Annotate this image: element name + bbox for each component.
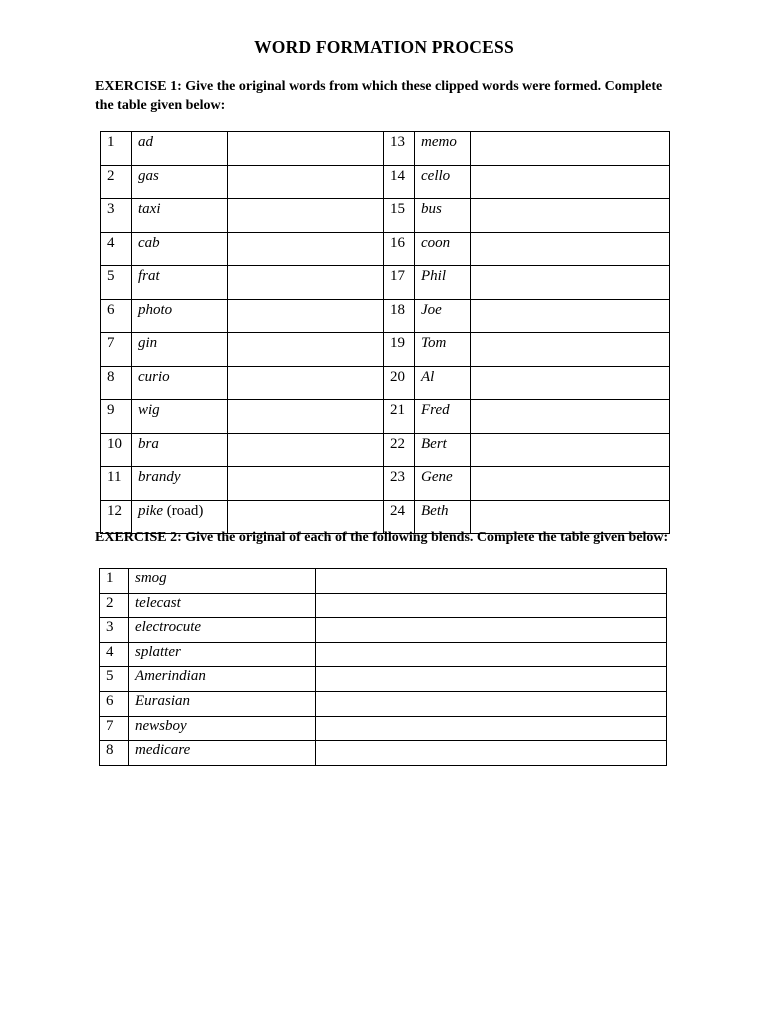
word-note: (road) bbox=[166, 502, 204, 519]
clipped-word: memo bbox=[421, 134, 457, 150]
answer-cell[interactable] bbox=[471, 400, 670, 434]
table-row bbox=[101, 400, 670, 434]
item-number: 18 bbox=[384, 299, 415, 333]
blend-word-cell bbox=[129, 593, 316, 618]
blend-word: medicare bbox=[135, 742, 191, 759]
clipped-word: pike bbox=[138, 502, 163, 519]
blend-word: newsboy bbox=[135, 717, 187, 734]
table-row bbox=[100, 741, 667, 766]
clipped-word: taxi bbox=[138, 201, 161, 217]
answer-cell[interactable] bbox=[228, 467, 384, 501]
exercise-2-instruction: EXERCISE 2: Give the original of each of the following blends. Complete the table given below: bbox=[95, 530, 669, 545]
clipped-word: ad bbox=[138, 134, 153, 150]
clipped-word: curio bbox=[138, 368, 170, 385]
clipped-word: Phil bbox=[421, 268, 446, 284]
table-row bbox=[101, 232, 670, 266]
page-title: WORD FORMATION PROCESS bbox=[254, 37, 514, 57]
blend-word-cell bbox=[129, 618, 316, 643]
answer-cell[interactable] bbox=[228, 366, 384, 400]
answer-cell[interactable] bbox=[471, 232, 670, 266]
answer-cell[interactable] bbox=[471, 366, 670, 400]
answer-cell[interactable] bbox=[316, 716, 667, 741]
clipped-word-cell bbox=[132, 266, 228, 300]
item-number: 6 bbox=[101, 299, 132, 333]
answer-cell[interactable] bbox=[471, 467, 670, 501]
answer-cell[interactable] bbox=[228, 400, 384, 434]
clipped-word: cello bbox=[421, 167, 451, 184]
answer-cell[interactable] bbox=[228, 132, 384, 166]
answer-cell[interactable] bbox=[471, 132, 670, 166]
blend-word: Eurasian bbox=[135, 692, 191, 709]
clipped-word-cell bbox=[415, 333, 471, 367]
answer-cell[interactable] bbox=[471, 266, 670, 300]
item-number: 20 bbox=[384, 366, 415, 400]
item-number: 9 bbox=[101, 400, 132, 434]
answer-cell[interactable] bbox=[471, 299, 670, 333]
clipped-word: Al bbox=[421, 368, 435, 385]
clipped-word-cell bbox=[132, 366, 228, 400]
blend-word: splatter bbox=[135, 643, 181, 660]
item-number: 4 bbox=[100, 642, 129, 667]
clipped-word: Fred bbox=[421, 402, 450, 418]
clipped-word: bus bbox=[421, 201, 442, 217]
table-row bbox=[101, 433, 670, 467]
clipped-word-cell bbox=[415, 266, 471, 300]
table-row bbox=[100, 593, 667, 618]
answer-cell[interactable] bbox=[316, 642, 667, 667]
answer-cell[interactable] bbox=[471, 199, 670, 233]
item-number: 10 bbox=[101, 433, 132, 467]
item-number: 14 bbox=[384, 165, 415, 199]
clipped-word: wig bbox=[138, 402, 160, 418]
clipped-word: cab bbox=[138, 234, 160, 251]
clipped-word-cell bbox=[415, 299, 471, 333]
answer-cell[interactable] bbox=[316, 593, 667, 618]
table-row bbox=[100, 618, 667, 643]
item-number: 3 bbox=[100, 618, 129, 643]
item-number: 2 bbox=[101, 165, 132, 199]
clipped-word-cell bbox=[132, 333, 228, 367]
table-row bbox=[101, 266, 670, 300]
item-number: 15 bbox=[384, 199, 415, 233]
item-number: 21 bbox=[384, 400, 415, 434]
answer-cell[interactable] bbox=[228, 199, 384, 233]
clipped-word: photo bbox=[138, 301, 173, 318]
clipped-word-cell bbox=[415, 165, 471, 199]
answer-cell[interactable] bbox=[316, 618, 667, 643]
item-number: 13 bbox=[384, 132, 415, 166]
clipped-word-cell bbox=[132, 467, 228, 501]
clipped-word-cell bbox=[415, 132, 471, 166]
table-row bbox=[101, 333, 670, 367]
item-number: 23 bbox=[384, 467, 415, 501]
table-row bbox=[101, 467, 670, 501]
clipped-word: Beth bbox=[421, 502, 449, 519]
answer-cell[interactable] bbox=[228, 299, 384, 333]
clipped-word: Tom bbox=[421, 335, 447, 351]
blend-word-cell bbox=[129, 569, 316, 594]
clipped-word: coon bbox=[421, 234, 451, 251]
blend-word-cell bbox=[129, 642, 316, 667]
answer-cell[interactable] bbox=[471, 333, 670, 367]
clipped-word-cell bbox=[415, 433, 471, 467]
table-row bbox=[101, 165, 670, 199]
clipped-word-cell bbox=[415, 366, 471, 400]
item-number: 6 bbox=[100, 691, 129, 716]
table-row bbox=[101, 366, 670, 400]
clipped-word: brandy bbox=[138, 469, 181, 485]
clipped-word-cell bbox=[132, 299, 228, 333]
clipped-word: gas bbox=[138, 167, 159, 184]
item-number: 5 bbox=[101, 266, 132, 300]
answer-cell[interactable] bbox=[228, 333, 384, 367]
item-number: 1 bbox=[101, 132, 132, 166]
table-row bbox=[100, 667, 667, 692]
item-number: 22 bbox=[384, 433, 415, 467]
item-number: 1 bbox=[100, 569, 129, 594]
item-number: 4 bbox=[101, 232, 132, 266]
item-number: 24 bbox=[384, 500, 415, 534]
clipped-word-cell bbox=[132, 165, 228, 199]
item-number: 19 bbox=[384, 333, 415, 367]
table-row bbox=[100, 569, 667, 594]
table-row bbox=[101, 299, 670, 333]
clipped-word-cell bbox=[132, 400, 228, 434]
item-number: 16 bbox=[384, 232, 415, 266]
table-row bbox=[101, 132, 670, 166]
blend-word: Amerindian bbox=[135, 668, 206, 685]
item-number: 12 bbox=[101, 500, 132, 534]
clipped-word-cell bbox=[415, 232, 471, 266]
item-number: 7 bbox=[101, 333, 132, 367]
table-row bbox=[100, 691, 667, 716]
blend-word: smog bbox=[135, 570, 167, 586]
clipped-word-cell bbox=[415, 400, 471, 434]
item-number: 17 bbox=[384, 266, 415, 300]
answer-cell[interactable] bbox=[471, 433, 670, 467]
clipped-word: frat bbox=[138, 268, 160, 284]
clipped-word: bra bbox=[138, 435, 159, 452]
item-number: 8 bbox=[101, 366, 132, 400]
item-number: 8 bbox=[100, 741, 129, 766]
answer-cell[interactable] bbox=[471, 165, 670, 199]
clipped-words-table bbox=[100, 131, 670, 534]
clipped-word-cell bbox=[132, 199, 228, 233]
answer-cell[interactable] bbox=[316, 691, 667, 716]
answer-cell[interactable] bbox=[228, 266, 384, 300]
clipped-word: Bert bbox=[421, 435, 447, 452]
clipped-word: gin bbox=[138, 335, 158, 351]
blend-word-cell bbox=[129, 691, 316, 716]
exercise-1-instruction: EXERCISE 1: Give the original words from which these clipped words were formed. Complete the table given below: bbox=[95, 79, 663, 113]
item-number: 2 bbox=[100, 593, 129, 618]
answer-cell[interactable] bbox=[316, 569, 667, 594]
blend-word-cell bbox=[129, 716, 316, 741]
clipped-word-cell bbox=[132, 232, 228, 266]
item-number: 11 bbox=[101, 467, 132, 501]
answer-cell[interactable] bbox=[228, 433, 384, 467]
clipped-word: Gene bbox=[421, 469, 453, 485]
table-row bbox=[100, 642, 667, 667]
blend-word-cell bbox=[129, 667, 316, 692]
item-number: 7 bbox=[100, 716, 129, 741]
table-row bbox=[101, 199, 670, 233]
blend-word: electrocute bbox=[135, 619, 202, 636]
clipped-word-cell bbox=[132, 433, 228, 467]
item-number: 3 bbox=[101, 199, 132, 233]
clipped-word-cell bbox=[415, 199, 471, 233]
answer-cell[interactable] bbox=[228, 232, 384, 266]
blend-word-cell bbox=[129, 741, 316, 766]
clipped-word: Joe bbox=[421, 301, 442, 318]
item-number: 5 bbox=[100, 667, 129, 692]
clipped-word-cell bbox=[415, 467, 471, 501]
clipped-word-cell bbox=[132, 132, 228, 166]
answer-cell[interactable] bbox=[316, 741, 667, 766]
blend-word: telecast bbox=[135, 594, 181, 611]
table-row bbox=[100, 716, 667, 741]
answer-cell[interactable] bbox=[316, 667, 667, 692]
blends-table bbox=[99, 568, 667, 766]
answer-cell[interactable] bbox=[228, 165, 384, 199]
